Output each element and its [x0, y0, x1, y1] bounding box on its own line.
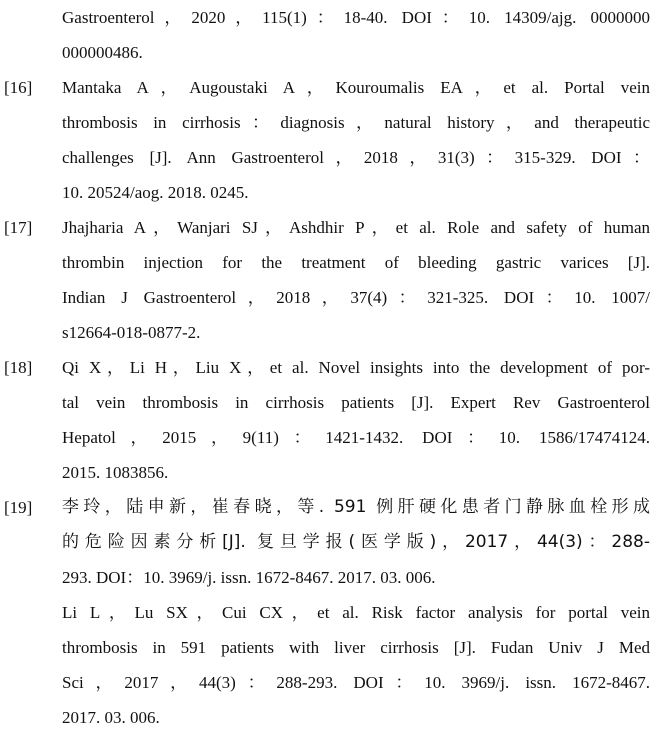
reference-line: 2015. 1083856. — [62, 463, 169, 482]
reference-line: tal vein thrombosis in cirrhosis patients [J]. Expert Rev Gastroenterol — [62, 393, 650, 412]
reference-line: Mantaka A，Augoustaki A，Kouroumalis EA，et al. Portal vein — [62, 78, 650, 97]
reference-line: 李玲，陆申新，崔春晓，等. 591 例肝硬化患者门静脉血栓形成 — [62, 497, 650, 517]
reference-line: 10. 20524/aog. 2018. 0245. — [62, 183, 249, 202]
reference-line: Qi X，Li H，Liu X，et al. Novel insights into the development of por- — [62, 358, 650, 377]
reference-line: 的危险因素分析[J]. 复旦学报(医学版)，2017，44(3)：288- — [62, 532, 650, 552]
reference-line: 000000486. — [62, 43, 143, 62]
reference-number: [16] — [4, 78, 33, 97]
reference-number: [18] — [4, 358, 33, 377]
reference-line: Hepatol，2015，9(11)：1421-1432. DOI：10. 1586/17474124. — [62, 428, 650, 447]
reference-line: challenges [J]. Ann Gastroenterol，2018，31(3)：315-329. DOI： — [62, 148, 650, 167]
reference-line: thrombosis in 591 patients with liver cirrhosis [J]. Fudan Univ J Med — [62, 638, 650, 657]
reference-line: 293. DOI：10. 3969/j. issn. 1672-8467. 2017. 03. 006. — [62, 568, 436, 587]
reference-line: Li L，Lu SX，Cui CX，et al. Risk factor analysis for portal vein — [62, 603, 650, 622]
reference-line: Sci，2017，44(3)：288-293. DOI：10. 3969/j. issn. 1672-8467. — [62, 673, 650, 692]
reference-line: thrombosis in cirrhosis：diagnosis，natural history，and therapeutic — [62, 113, 650, 132]
reference-line: thrombin injection for the treatment of bleeding gastric varices [J]. — [62, 253, 650, 272]
reference-line: s12664-018-0877-2. — [62, 323, 201, 342]
reference-line: Jhajharia A，Wanjari SJ，Ashdhir P，et al. Role and safety of human — [62, 218, 650, 237]
reference-number: [19] — [4, 498, 33, 517]
reference-line: 2017. 03. 006. — [62, 708, 160, 727]
reference-line: Indian J Gastroenterol，2018，37(4)：321-325. DOI：10. 1007/ — [62, 288, 650, 307]
reference-line: Gastroenterol，2020，115(1)：18-40. DOI：10. 14309/ajg. 0000000 — [62, 8, 650, 27]
reference-number: [17] — [4, 218, 33, 237]
